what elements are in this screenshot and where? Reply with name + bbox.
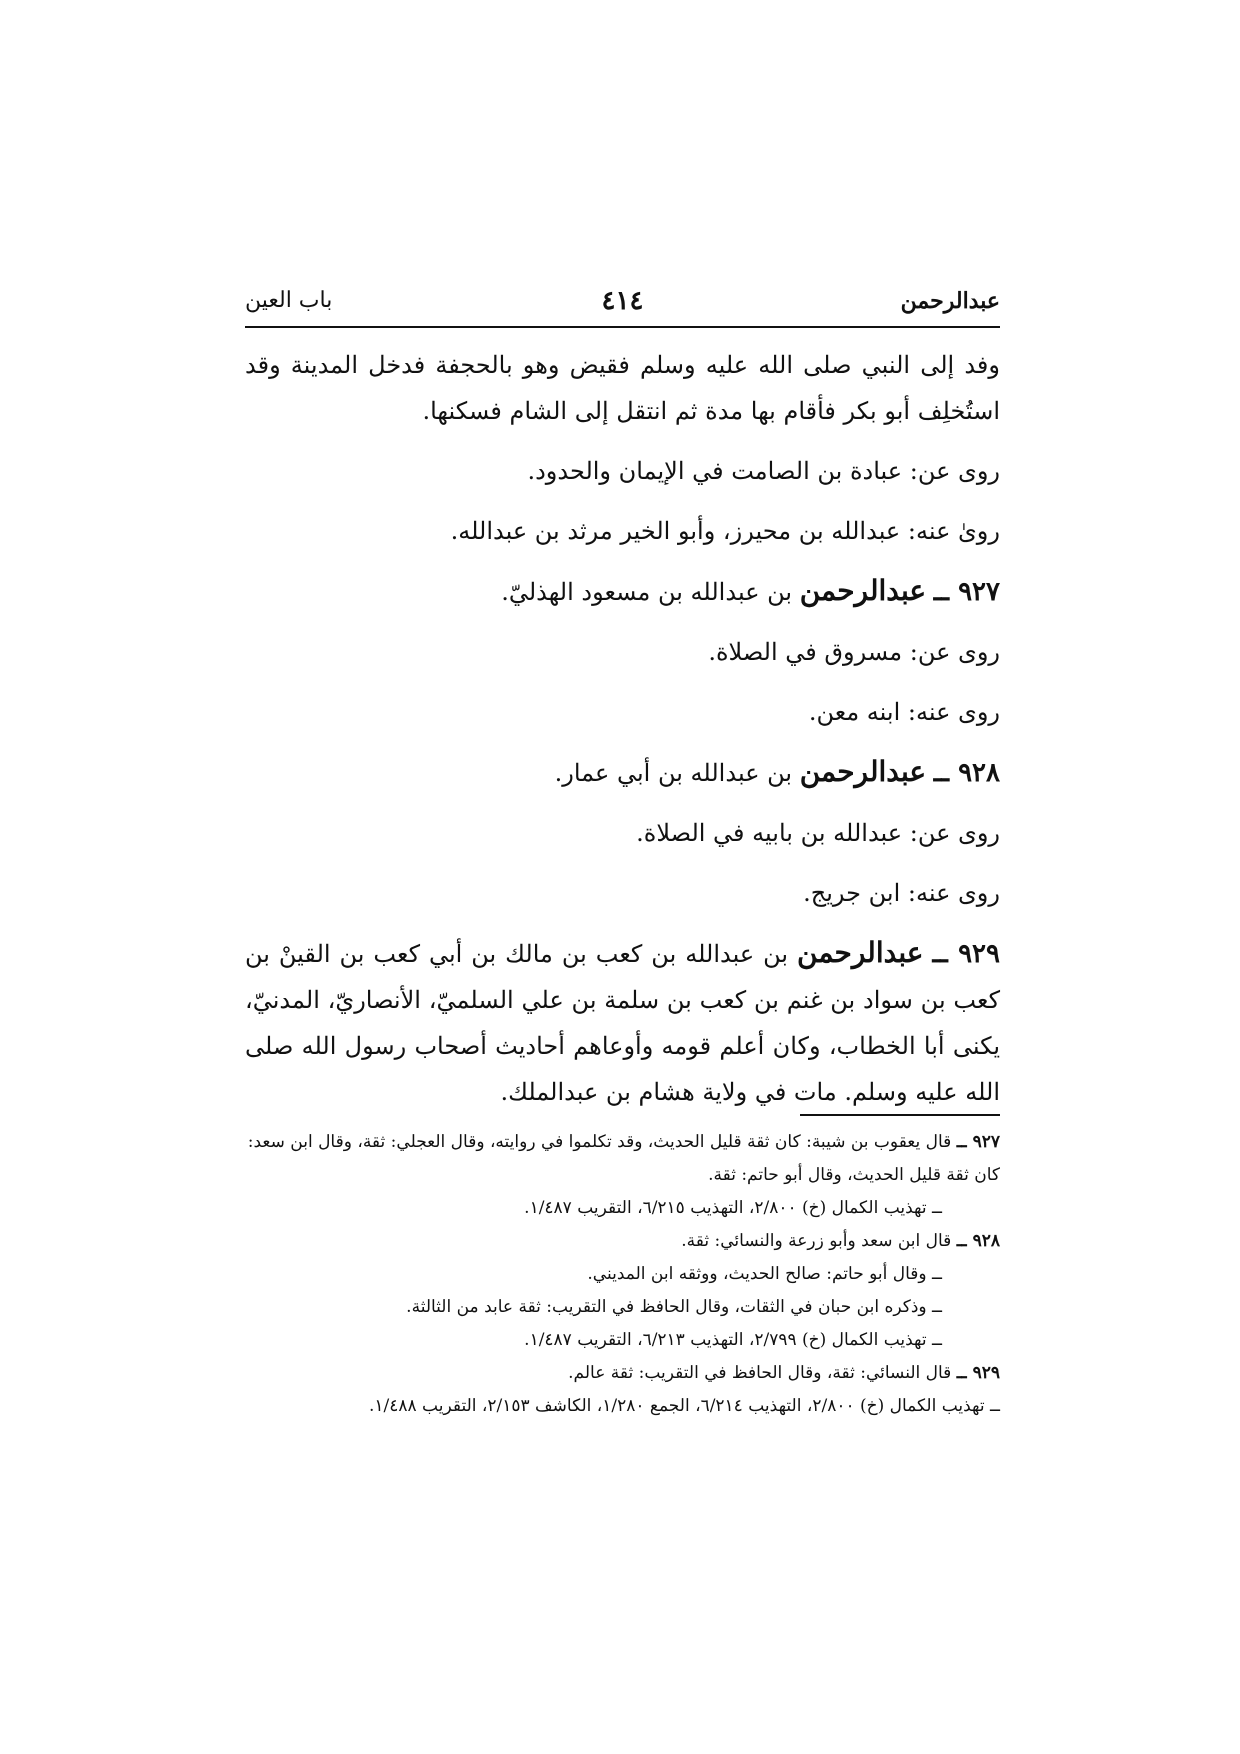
header-entry-name: عبدالرحمن [900,288,1000,314]
header-chapter-title: باب العين [245,288,333,313]
entry-928-narrated-by: روى عنه: ابن جريج. [803,879,1000,907]
footnote-927-number: ٩٢٧ ــ [956,1132,1000,1152]
footnote-928-number: ٩٢٨ ــ [956,1231,1000,1251]
entry-929-number: ٩٢٩ ــ [932,939,1000,969]
page-number: ٤١٤ [601,286,644,316]
running-header [245,280,1000,328]
footnote-929 [245,1357,1000,1390]
entry-928-narrated-from: روى عن: عبدالله بن بابيه في الصلاة. [636,819,1000,847]
header-divider [245,326,1000,328]
footnote-929-number: ٩٢٩ ــ [956,1363,1000,1383]
footnote-929-sources: ــ تهذيب الكمال (خ) ٢/٨٠٠، التهذيب ٦/٢١٤، الجمع ١/٢٨٠، الكاشف ٢/١٥٣، التقريب ١/٤٨٨. [368,1396,1000,1416]
entry-929-title [245,930,1000,1115]
entry-929-name: عبدالرحمن [797,936,924,969]
footnote-divider [800,1114,1000,1116]
entry-928-number: ٩٢٨ ــ [933,758,1000,788]
footnote-928 [245,1225,1000,1258]
entry-929-biography: بن عبدالله بن كعب بن مالك بن أبي كعب بن القينْ بن كعب بن سواد بن غنم بن كعب بن سلمة بن علي السلميّ، الأنصاريّ، المدنيّ، يكنى أبا الخطاب، وكان أعلم قومه وأوعاهم أحاديث أصحاب رسول الله صلى الله عليه وسلم. مات في ولاية هشام بن عبدالملك. [245,940,1000,1106]
footnote-929-text: قال النسائي: ثقة، وقال الحافظ في التقريب: ثقة عالم. [568,1363,957,1383]
entry-928-title [245,749,1000,796]
footnote-927-sources: ــ تهذيب الكمال (خ) ٢/٨٠٠، التهذيب ٦/٢١٥، التقريب ١/٤٨٧. [524,1198,942,1218]
footnotes [245,1126,1000,1423]
entry-927-narrated-by: روى عنه: ابنه معن. [808,698,1000,726]
entry-927-narrated-from: روى عن: مسروق في الصلاة. [708,638,1000,666]
footnote-928-line-2: ــ وقال أبو حاتم: صالح الحديث، ووثقه ابن المديني. [587,1264,942,1284]
footnote-927-text: قال يعقوب بن شيبة: كان ثقة قليل الحديث، وقد تكلموا في روايته، وقال العجلي: ثقة، وقال ابن سعد: كان ثقة قليل الحديث، وقال أبو حاتم: ثقة. [247,1132,1000,1185]
footnote-927 [245,1126,1000,1192]
narrated-from: روى عن: عبادة بن الصامت في الإيمان والحدود. [527,457,1000,485]
book-page [245,280,1000,1540]
continuation-paragraph: وفد إلى النبي صلى الله عليه وسلم فقيض وهو بالحجفة فدخل المدينة وقد استُخلِف أبو بكر فأقام بها مدة ثم انتقل إلى الشام فسكنها. [245,351,1000,425]
entry-928-name: عبدالرحمن [799,755,927,788]
entry-927-title [245,568,1000,615]
footnote-928-line-3: ــ وذكره ابن حبان في الثقات، وقال الحافظ في التقريب: ثقة عابد من الثالثة. [406,1297,942,1317]
entry-927-number: ٩٢٧ ــ [933,577,1000,607]
entry-928-lineage: بن عبدالله بن أبي عمار. [554,759,800,787]
footnote-928-text: قال ابن سعد وأبو زرعة والنسائي: ثقة. [681,1231,957,1251]
main-text [245,342,1000,1129]
footnote-928-sources: ــ تهذيب الكمال (خ) ٢/٧٩٩، التهذيب ٦/٢١٣، التقريب ١/٤٨٧. [524,1330,942,1350]
entry-927-lineage: بن عبدالله بن مسعود الهذليّ. [501,578,800,606]
narrated-by: روىٰ عنه: عبدالله بن محيرز، وأبو الخير مرثد بن عبدالله. [450,517,1000,545]
entry-927-name: عبدالرحمن [799,574,927,607]
